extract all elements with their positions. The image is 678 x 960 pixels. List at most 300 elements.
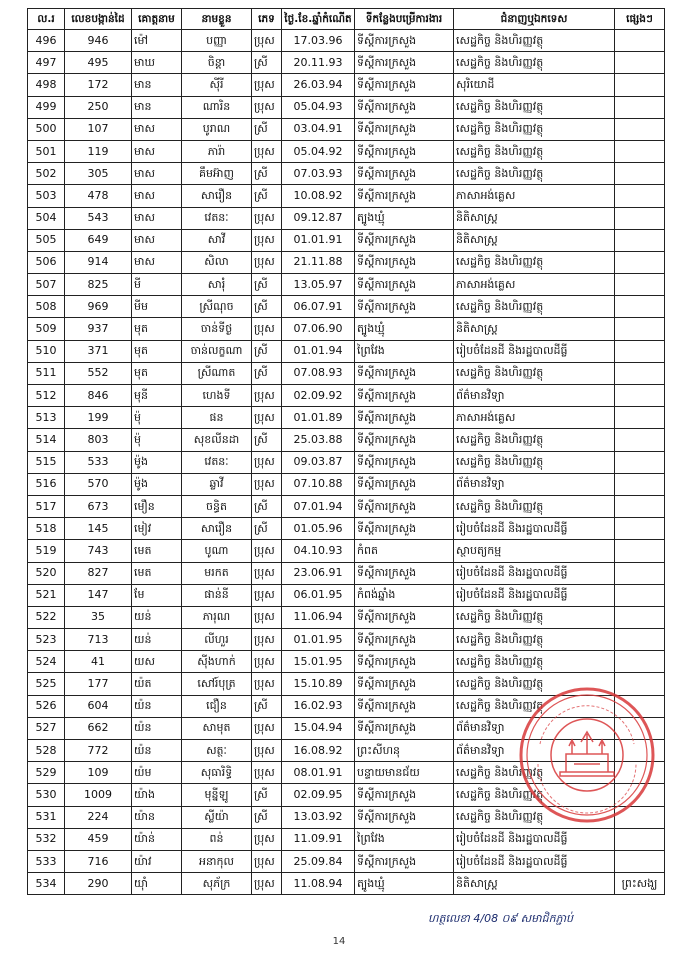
given-name-cell: ភារុណ xyxy=(182,606,252,628)
receipt-number-cell: 305 xyxy=(65,163,132,185)
row-number-cell: 521 xyxy=(28,584,65,606)
gender-cell: ប្រុស xyxy=(252,828,282,850)
table-row xyxy=(28,873,665,895)
given-name-cell: ស្រីណាត xyxy=(182,362,252,384)
surname-cell: យ៉ាន់ xyxy=(132,828,182,850)
given-name-cell: បូរាណ xyxy=(182,118,252,140)
receipt-number-cell: 119 xyxy=(65,140,132,162)
row-number-cell: 505 xyxy=(28,229,65,251)
given-name-cell: មរកត xyxy=(182,562,252,584)
receipt-number-cell: 199 xyxy=(65,407,132,429)
workplace-cell: ទីស្តីការក្រសួង xyxy=(355,385,454,407)
receipt-number-cell: 250 xyxy=(65,96,132,118)
row-number-cell: 525 xyxy=(28,673,65,695)
table-row xyxy=(28,274,665,296)
date-of-birth-cell: 11.06.94 xyxy=(282,606,355,628)
surname-cell: យស xyxy=(132,651,182,673)
date-of-birth-cell: 15.01.95 xyxy=(282,651,355,673)
other-note-cell: ព្រះសង្ឃ xyxy=(615,873,665,895)
gender-cell: ស្រី xyxy=(252,340,282,362)
gender-cell: ស្រី xyxy=(252,52,282,74)
surname-cell: យន់ xyxy=(132,606,182,628)
specialty-cell: រៀបចំដែនដី និងរដ្ឋបាលដីធ្លី xyxy=(454,562,615,584)
workplace-cell: ទីស្តីការក្រសួង xyxy=(355,518,454,540)
row-number-cell: 518 xyxy=(28,518,65,540)
specialty-cell: សេដ្ឋកិច្ច និងហិរញ្ញវត្ថុ xyxy=(454,140,615,162)
workplace-cell: ព្រៃវែង xyxy=(355,828,454,850)
table-row xyxy=(28,118,665,140)
workplace-cell: ទីស្តីការក្រសួង xyxy=(355,651,454,673)
surname-cell: មាស xyxy=(132,207,182,229)
gender-cell: ស្រី xyxy=(252,784,282,806)
surname-cell: មុនី xyxy=(132,385,182,407)
workplace-cell: ទីស្តីការក្រសួង xyxy=(355,606,454,628)
workplace-cell: ព្រះសីហនុ xyxy=(355,740,454,762)
gender-cell: ប្រុស xyxy=(252,540,282,562)
given-name-cell: អនាកុល xyxy=(182,850,252,872)
specialty-cell: និតិសាស្ត្រ xyxy=(454,207,615,229)
workplace-cell: ទីស្តីការក្រសួង xyxy=(355,52,454,74)
table-row xyxy=(28,362,665,384)
given-name-cell: ពន់ xyxy=(182,828,252,850)
date-of-birth-cell: 11.08.94 xyxy=(282,873,355,895)
gender-cell: ប្រុស xyxy=(252,584,282,606)
surname-cell: មុត xyxy=(132,318,182,340)
receipt-number-cell: 552 xyxy=(65,362,132,384)
table-row xyxy=(28,451,665,473)
date-of-birth-cell: 08.01.91 xyxy=(282,762,355,784)
header-date-of-birth: ថ្ងៃ.ខែ.ឆ្នាំកំណើត xyxy=(282,9,355,30)
surname-cell: មាន xyxy=(132,96,182,118)
header-surname: គោត្តនាម xyxy=(132,9,182,30)
gender-cell: ប្រុស xyxy=(252,96,282,118)
header-other: ផ្សេងៗ xyxy=(615,9,665,30)
specialty-cell: ស្ថាបត្យកម្ម xyxy=(454,540,615,562)
surname-cell: មុត xyxy=(132,340,182,362)
surname-cell: មាស xyxy=(132,140,182,162)
other-note-cell xyxy=(615,30,665,52)
row-number-cell: 501 xyxy=(28,140,65,162)
other-note-cell xyxy=(615,584,665,606)
specialty-cell: សេដ្ឋកិច្ច និងហិរញ្ញវត្ថុ xyxy=(454,451,615,473)
surname-cell: យ៉ន xyxy=(132,740,182,762)
workplace-cell: ទីស្តីការក្រសួង xyxy=(355,251,454,273)
receipt-number-cell: 662 xyxy=(65,717,132,739)
gender-cell: ស្រី xyxy=(252,163,282,185)
receipt-number-cell: 649 xyxy=(65,229,132,251)
receipt-number-cell: 495 xyxy=(65,52,132,74)
gender-cell: ប្រុស xyxy=(252,207,282,229)
specialty-cell: សេដ្ឋកិច្ច និងហិរញ្ញវត្ថុ xyxy=(454,118,615,140)
row-number-cell: 534 xyxy=(28,873,65,895)
row-number-cell: 498 xyxy=(28,74,65,96)
receipt-number-cell: 937 xyxy=(65,318,132,340)
row-number-cell: 510 xyxy=(28,340,65,362)
gender-cell: ប្រុស xyxy=(252,606,282,628)
specialty-cell: និតិសាស្ត្រ xyxy=(454,873,615,895)
surname-cell: មុត xyxy=(132,362,182,384)
receipt-number-cell: 846 xyxy=(65,385,132,407)
row-number-cell: 497 xyxy=(28,52,65,74)
receipt-number-cell: 570 xyxy=(65,473,132,495)
specialty-cell: សេដ្ឋកិច្ច និងហិរញ្ញវត្ថុ xyxy=(454,296,615,318)
row-number-cell: 531 xyxy=(28,806,65,828)
workplace-cell: ទីស្តីការក្រសួង xyxy=(355,140,454,162)
other-note-cell xyxy=(615,429,665,451)
given-name-cell: ស្លីយ៉ា xyxy=(182,806,252,828)
other-note-cell xyxy=(615,207,665,229)
receipt-number-cell: 224 xyxy=(65,806,132,828)
given-name-cell: វេតនៈ xyxy=(182,451,252,473)
table-row xyxy=(28,96,665,118)
gender-cell: ប្រុស xyxy=(252,229,282,251)
workplace-cell: ត្បូងឃ្មុំ xyxy=(355,873,454,895)
given-name-cell: ចិន្តា xyxy=(182,52,252,74)
given-name-cell: គឹមអ៊ាញ xyxy=(182,163,252,185)
receipt-number-cell: 35 xyxy=(65,606,132,628)
row-number-cell: 517 xyxy=(28,495,65,517)
other-note-cell xyxy=(615,629,665,651)
specialty-cell: រៀបចំដែនដី និងរដ្ឋបាលដីធ្លី xyxy=(454,828,615,850)
given-name-cell: បូណា xyxy=(182,540,252,562)
date-of-birth-cell: 05.04.93 xyxy=(282,96,355,118)
workplace-cell: ទីស្តីការក្រសួង xyxy=(355,407,454,429)
surname-cell: យ៉ាវ xyxy=(132,850,182,872)
receipt-number-cell: 41 xyxy=(65,651,132,673)
surname-cell: ម៉ៅ xyxy=(132,30,182,52)
given-name-cell: ចាន់លក្ខណា xyxy=(182,340,252,362)
table-row xyxy=(28,473,665,495)
workplace-cell: បន្ទាយមានជ័យ xyxy=(355,762,454,784)
date-of-birth-cell: 26.03.94 xyxy=(282,74,355,96)
specialty-cell: សេដ្ឋកិច្ច និងហិរញ្ញវត្ថុ xyxy=(454,429,615,451)
table-row xyxy=(28,540,665,562)
gender-cell: ប្រុស xyxy=(252,651,282,673)
gender-cell: ប្រុស xyxy=(252,473,282,495)
specialty-cell: ព័ត៌មានវិទ្យា xyxy=(454,740,615,762)
table-row xyxy=(28,562,665,584)
specialty-cell: សេដ្ឋកិច្ច និងហិរញ្ញវត្ថុ xyxy=(454,163,615,185)
date-of-birth-cell: 01.01.95 xyxy=(282,629,355,651)
row-number-cell: 515 xyxy=(28,451,65,473)
row-number-cell: 524 xyxy=(28,651,65,673)
receipt-number-cell: 772 xyxy=(65,740,132,762)
row-number-cell: 514 xyxy=(28,429,65,451)
receipt-number-cell: 172 xyxy=(65,74,132,96)
workplace-cell: ទីស្តីការក្រសួង xyxy=(355,806,454,828)
given-name-cell: វេតនៈ xyxy=(182,207,252,229)
table-row xyxy=(28,584,665,606)
header-specialty: ជំនាញឬឯកទេស xyxy=(454,9,615,30)
workplace-cell: ទីស្តីការក្រសួង xyxy=(355,495,454,517)
official-seal xyxy=(516,684,658,826)
receipt-number-cell: 827 xyxy=(65,562,132,584)
given-name-cell: ផាន់នី xyxy=(182,584,252,606)
date-of-birth-cell: 07.01.94 xyxy=(282,495,355,517)
gender-cell: ស្រី xyxy=(252,495,282,517)
date-of-birth-cell: 06.07.91 xyxy=(282,296,355,318)
page-number: 14 xyxy=(332,936,346,947)
given-name-cell: សត្ថៈ xyxy=(182,740,252,762)
date-of-birth-cell: 06.01.95 xyxy=(282,584,355,606)
other-note-cell xyxy=(615,318,665,340)
workplace-cell: ទីស្តីការក្រសួង xyxy=(355,96,454,118)
date-of-birth-cell: 13.05.97 xyxy=(282,274,355,296)
surname-cell: មាឃ xyxy=(132,52,182,74)
gender-cell: ប្រុស xyxy=(252,562,282,584)
row-number-cell: 528 xyxy=(28,740,65,762)
receipt-number-cell: 673 xyxy=(65,495,132,517)
receipt-number-cell: 459 xyxy=(65,828,132,850)
row-number-cell: 523 xyxy=(28,629,65,651)
table-row xyxy=(28,74,665,96)
workplace-cell: ទីស្តីការក្រសួង xyxy=(355,362,454,384)
row-number-cell: 503 xyxy=(28,185,65,207)
gender-cell: ប្រុស xyxy=(252,740,282,762)
other-note-cell xyxy=(615,518,665,540)
table-row xyxy=(28,52,665,74)
other-note-cell xyxy=(615,163,665,185)
workplace-cell: ទីស្តីការក្រសួង xyxy=(355,629,454,651)
date-of-birth-cell: 10.08.92 xyxy=(282,185,355,207)
date-of-birth-cell: 23.06.91 xyxy=(282,562,355,584)
row-number-cell: 500 xyxy=(28,118,65,140)
gender-cell: ប្រុស xyxy=(252,873,282,895)
row-number-cell: 527 xyxy=(28,717,65,739)
specialty-cell: សេដ្ឋកិច្ច និងហិរញ្ញវត្ថុ xyxy=(454,629,615,651)
receipt-number-cell: 290 xyxy=(65,873,132,895)
given-name-cell: ស៊ីរី xyxy=(182,74,252,96)
table-row xyxy=(28,429,665,451)
date-of-birth-cell: 17.03.96 xyxy=(282,30,355,52)
receipt-number-cell: 914 xyxy=(65,251,132,273)
receipt-number-cell: 107 xyxy=(65,118,132,140)
workplace-cell: ទីស្តីការក្រសួង xyxy=(355,296,454,318)
table-row xyxy=(28,651,665,673)
specialty-cell: សេដ្ឋកិច្ច និងហិរញ្ញវត្ថុ xyxy=(454,52,615,74)
gender-cell: ប្រុស xyxy=(252,451,282,473)
date-of-birth-cell: 04.10.93 xyxy=(282,540,355,562)
surname-cell: មី xyxy=(132,274,182,296)
specialty-cell: ព័ត៌មានវិទ្យា xyxy=(454,717,615,739)
other-note-cell xyxy=(615,185,665,207)
other-note-cell xyxy=(615,140,665,162)
workplace-cell: ទីស្តីការក្រសួង xyxy=(355,473,454,495)
surname-cell: មេត xyxy=(132,562,182,584)
specialty-cell: រៀបចំដែនដី និងរដ្ឋបាលដីធ្លី xyxy=(454,850,615,872)
specialty-cell: ព័ត៌មានវិទ្យា xyxy=(454,473,615,495)
given-name-cell: លីហួរ xyxy=(182,629,252,651)
receipt-number-cell: 743 xyxy=(65,540,132,562)
given-name-cell: ភារ៉ា xyxy=(182,140,252,162)
gender-cell: ស្រី xyxy=(252,296,282,318)
given-name-cell: ស្រីណុច xyxy=(182,296,252,318)
given-name-cell: សារុំ xyxy=(182,274,252,296)
specialty-cell: រៀបចំដែនដី និងរដ្ឋបាលដីធ្លី xyxy=(454,518,615,540)
gender-cell: ស្រី xyxy=(252,806,282,828)
row-number-cell: 499 xyxy=(28,96,65,118)
header-gender: ភេទ xyxy=(252,9,282,30)
other-note-cell xyxy=(615,606,665,628)
surname-cell: មៀវ xyxy=(132,518,182,540)
specialty-cell: សេដ្ឋកិច្ច និងហិរញ្ញវត្ថុ xyxy=(454,695,615,717)
surname-cell: មីម xyxy=(132,296,182,318)
surname-cell: យន់ xyxy=(132,629,182,651)
given-name-cell: សៅរ៍បុត្រ xyxy=(182,673,252,695)
workplace-cell: ត្បូងឃ្មុំ xyxy=(355,207,454,229)
other-note-cell xyxy=(615,251,665,273)
surname-cell: យ៉ាង xyxy=(132,784,182,806)
row-number-cell: 511 xyxy=(28,362,65,384)
receipt-number-cell: 803 xyxy=(65,429,132,451)
receipt-number-cell: 969 xyxy=(65,296,132,318)
table-row xyxy=(28,318,665,340)
specialty-cell: និតិសាស្ត្រ xyxy=(454,318,615,340)
header-no: ល.រ xyxy=(28,9,65,30)
other-note-cell xyxy=(615,229,665,251)
specialty-cell: ភាសាអង់គ្លេស xyxy=(454,274,615,296)
date-of-birth-cell: 25.09.84 xyxy=(282,850,355,872)
workplace-cell: ទីស្តីការក្រសួង xyxy=(355,118,454,140)
date-of-birth-cell: 09.12.87 xyxy=(282,207,355,229)
workplace-cell: ទីស្តីការក្រសួង xyxy=(355,229,454,251)
date-of-birth-cell: 25.03.88 xyxy=(282,429,355,451)
receipt-number-cell: 109 xyxy=(65,762,132,784)
specialty-cell: សេដ្ឋកិច្ច និងហិរញ្ញវត្ថុ xyxy=(454,784,615,806)
surname-cell: មឿន xyxy=(132,495,182,517)
date-of-birth-cell: 05.04.92 xyxy=(282,140,355,162)
given-name-cell: ស៊ីងហាក់ xyxy=(182,651,252,673)
other-note-cell xyxy=(615,385,665,407)
given-name-cell: សារឿន xyxy=(182,518,252,540)
workplace-cell: ព្រៃវែង xyxy=(355,340,454,362)
specialty-cell: សេដ្ឋកិច្ច និងហិរញ្ញវត្ថុ xyxy=(454,762,615,784)
date-of-birth-cell: 01.01.94 xyxy=(282,340,355,362)
table-row xyxy=(28,495,665,517)
surname-cell: ម៉ូង xyxy=(132,451,182,473)
given-name-cell: ចន្ធិត xyxy=(182,495,252,517)
table-header xyxy=(28,9,665,30)
receipt-number-cell: 713 xyxy=(65,629,132,651)
receipt-number-cell: 946 xyxy=(65,30,132,52)
signature-note: ហត្ថលេខា 4/08 ០៩ សមាជិកភ្ជាប់ xyxy=(428,912,574,925)
other-note-cell xyxy=(615,562,665,584)
row-number-cell: 506 xyxy=(28,251,65,273)
row-number-cell: 516 xyxy=(28,473,65,495)
given-name-cell: ឆ្លាវី xyxy=(182,473,252,495)
date-of-birth-cell: 03.04.91 xyxy=(282,118,355,140)
surname-cell: មាស xyxy=(132,118,182,140)
gender-cell: ប្រុស xyxy=(252,629,282,651)
receipt-number-cell: 716 xyxy=(65,850,132,872)
other-note-cell xyxy=(615,651,665,673)
receipt-number-cell: 604 xyxy=(65,695,132,717)
header-receipt-number: លេខបង្កាន់ដៃ xyxy=(65,9,132,30)
workplace-cell: ទីស្តីការក្រសួង xyxy=(355,717,454,739)
specialty-cell: សេដ្ឋកិច្ច និងហិរញ្ញវត្ថុ xyxy=(454,495,615,517)
row-number-cell: 496 xyxy=(28,30,65,52)
table-row xyxy=(28,163,665,185)
row-number-cell: 504 xyxy=(28,207,65,229)
row-number-cell: 530 xyxy=(28,784,65,806)
specialty-cell: សេដ្ឋកិច្ច និងហិរញ្ញវត្ថុ xyxy=(454,362,615,384)
surname-cell: យ៉ម xyxy=(132,762,182,784)
gender-cell: ស្រី xyxy=(252,695,282,717)
gender-cell: ស្រី xyxy=(252,274,282,296)
other-note-cell xyxy=(615,52,665,74)
given-name-cell: សាវី xyxy=(182,229,252,251)
gender-cell: ស្រី xyxy=(252,429,282,451)
workplace-cell: ទីស្តីការក្រសួង xyxy=(355,30,454,52)
surname-cell: មែ xyxy=(132,584,182,606)
row-number-cell: 513 xyxy=(28,407,65,429)
table-row xyxy=(28,296,665,318)
specialty-cell: សេដ្ឋកិច្ច និងហិរញ្ញវត្ថុ xyxy=(454,651,615,673)
specialty-cell: រៀបចំដែនដី និងរដ្ឋបាលដីធ្លី xyxy=(454,584,615,606)
given-name-cell: សុខលីនដា xyxy=(182,429,252,451)
given-name-cell: ចាន់ទីថ្ង xyxy=(182,318,252,340)
given-name-cell: ផន xyxy=(182,407,252,429)
workplace-cell: ទីស្តីការក្រសួង xyxy=(355,163,454,185)
surname-cell: មាន xyxy=(132,74,182,96)
surname-cell: យ៉ន xyxy=(132,695,182,717)
date-of-birth-cell: 01.05.96 xyxy=(282,518,355,540)
specialty-cell: សេដ្ឋកិច្ច និងហិរញ្ញវត្ថុ xyxy=(454,673,615,695)
other-note-cell xyxy=(615,118,665,140)
row-number-cell: 502 xyxy=(28,163,65,185)
given-name-cell: សិលា xyxy=(182,251,252,273)
date-of-birth-cell: 20.11.93 xyxy=(282,52,355,74)
specialty-cell: ភាសាអង់គ្លេស xyxy=(454,185,615,207)
receipt-number-cell: 145 xyxy=(65,518,132,540)
other-note-cell xyxy=(615,540,665,562)
table-row xyxy=(28,140,665,162)
other-note-cell xyxy=(615,495,665,517)
surname-cell: មាស xyxy=(132,185,182,207)
other-note-cell xyxy=(615,850,665,872)
gender-cell: ប្រុស xyxy=(252,30,282,52)
row-number-cell: 532 xyxy=(28,828,65,850)
surname-cell: ម៉ុ xyxy=(132,429,182,451)
given-name-cell: ជឿន xyxy=(182,695,252,717)
table-row xyxy=(28,629,665,651)
gender-cell: ប្រុស xyxy=(252,407,282,429)
gender-cell: ប្រុស xyxy=(252,318,282,340)
other-note-cell xyxy=(615,96,665,118)
date-of-birth-cell: 09.03.87 xyxy=(282,451,355,473)
workplace-cell: ទីស្តីការក្រសួង xyxy=(355,562,454,584)
row-number-cell: 509 xyxy=(28,318,65,340)
gender-cell: ស្រី xyxy=(252,185,282,207)
specialty-cell: សេដ្ឋកិច្ច និងហិរញ្ញវត្ថុ xyxy=(454,606,615,628)
surname-cell: មាស xyxy=(132,251,182,273)
specialty-cell: សេដ្ឋកិច្ច និងហិរញ្ញវត្ថុ xyxy=(454,806,615,828)
specialty-cell: សុរិយោដី xyxy=(454,74,615,96)
gender-cell: ប្រុស xyxy=(252,717,282,739)
date-of-birth-cell: 16.08.92 xyxy=(282,740,355,762)
surname-cell: ម៉ុ xyxy=(132,407,182,429)
other-note-cell xyxy=(615,407,665,429)
other-note-cell xyxy=(615,451,665,473)
specialty-cell: សេដ្ឋកិច្ច និងហិរញ្ញវត្ថុ xyxy=(454,30,615,52)
workplace-cell: ទីស្តីការក្រសួង xyxy=(355,784,454,806)
receipt-number-cell: 371 xyxy=(65,340,132,362)
specialty-cell: រៀបចំដែនដី និងរដ្ឋបាលដីធ្លី xyxy=(454,340,615,362)
date-of-birth-cell: 13.03.92 xyxy=(282,806,355,828)
workplace-cell: ត្បូងឃ្មុំ xyxy=(355,318,454,340)
workplace-cell: ទីស្តីការក្រសួង xyxy=(355,185,454,207)
row-number-cell: 522 xyxy=(28,606,65,628)
